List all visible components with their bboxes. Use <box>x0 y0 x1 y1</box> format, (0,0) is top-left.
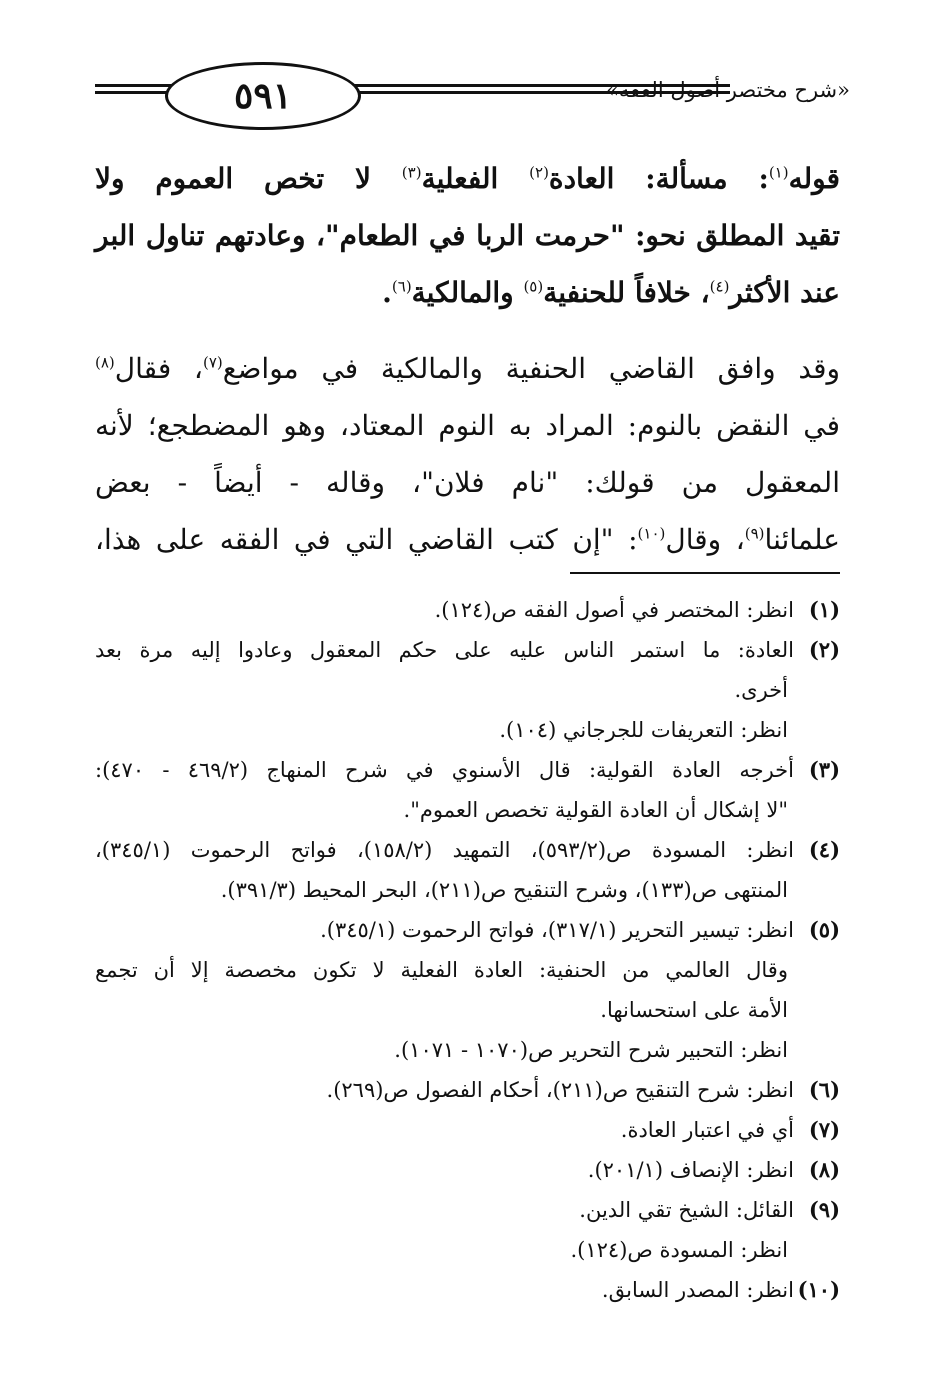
footnote-number: (٢) <box>808 637 840 662</box>
footnote-ref[interactable]: (١٠) <box>637 524 666 543</box>
text-run: . <box>382 276 392 309</box>
text-line <box>95 264 840 321</box>
footnote-9 <box>95 1190 840 1230</box>
text-run: : مسألة: العادة <box>548 162 769 195</box>
footnote-10 <box>95 1270 840 1310</box>
footnote-text: انظر: التحبير شرح التحرير ص(١٠٧٠ - ١٠٧١). <box>394 1038 788 1062</box>
footnote-number: (١) <box>808 597 840 622</box>
footnote-text: العادة: ما استمر الناس عليه على حكم المعقول وعادوا إليه مرة بعد <box>95 638 794 662</box>
footnote-6 <box>95 1070 840 1110</box>
footnote-text: الأمة على استحسانها. <box>600 998 788 1022</box>
text-run: الفعلية <box>421 162 530 195</box>
text-run: ، خلافاً للحنفية <box>543 276 710 309</box>
footnote-3 <box>95 750 840 790</box>
text-line: في النقض بالنوم: المراد به النوم المعتاد، وهو المضطجع؛ لأنه <box>95 409 840 442</box>
footnote-text: انظر: المصدر السابق. <box>601 1278 794 1302</box>
footnote-8 <box>95 1150 840 1190</box>
footnote-ref[interactable]: (٣) <box>401 163 422 182</box>
footnote-5 <box>95 910 840 950</box>
footnote-text: القائل: الشيخ تقي الدين. <box>579 1198 794 1222</box>
header-rule <box>95 91 175 94</box>
text-run: قوله <box>788 162 840 195</box>
footnote-text: انظر: المسودة ص(١٢٤). <box>570 1238 788 1262</box>
text-line: تقيد المطلق نحو: "حرمت الربا في الطعام"، وعادتهم تناول البر <box>95 219 840 252</box>
text-run: ، وقال <box>665 523 745 556</box>
footnote-number: (٧) <box>808 1117 840 1142</box>
footnote-number: (٨) <box>808 1157 840 1182</box>
text-run: عند الأكثر <box>729 276 840 309</box>
footnote-ref[interactable]: (٩) <box>744 524 765 543</box>
footnote-4 <box>95 830 840 870</box>
main-paragraph-1 <box>95 150 840 321</box>
footnote-ref[interactable]: (٥) <box>523 277 544 296</box>
text-run: علمائنا <box>764 523 840 556</box>
footnote-text: انظر: تيسير التحرير (٣١٧/١)، فواتح الرحموت (٣٤٥/١). <box>320 918 794 942</box>
footnote-text: المنتهى ص(١٣٣)، وشرح التنقيح ص(٢١١)، البحر المحيط (٣٩١/٣). <box>220 878 788 902</box>
footnote-2 <box>95 630 840 670</box>
text-line <box>95 340 840 397</box>
text-line <box>95 150 840 207</box>
footnote-ref[interactable]: (١) <box>768 163 789 182</box>
footnote-7 <box>95 1110 840 1150</box>
text-run: : "إن كتب القاضي التي في الفقه على هذا، <box>95 523 638 556</box>
footnote-text: انظر: المسودة ص(٥٩٣/٢)، التمهيد (١٥٨/٢)، فواتح الرحموت (٣٤٥/١)، <box>95 838 795 862</box>
text-run: لا تخص العموم ولا <box>95 162 402 195</box>
footnote-text: انظر: الإنصاف (٢٠١/١). <box>587 1158 794 1182</box>
footnote-text: انظر: التعريفات للجرجاني (١٠٤). <box>499 718 788 742</box>
footnote-number: (٥) <box>808 917 840 942</box>
text-line: المعقول من قولك: "نام فلان"، وقاله - أيضاً - بعض <box>95 466 840 499</box>
text-run: ، فقال <box>114 352 203 385</box>
header-rule <box>95 84 175 87</box>
footnote-1 <box>95 590 840 630</box>
footnote-ref[interactable]: (٨) <box>95 353 115 372</box>
footnote-text: "لا إشكال أن العادة القولية تخصص العموم". <box>403 798 788 822</box>
footnote-number: (٤) <box>808 837 841 862</box>
footnote-text: انظر: المختصر في أصول الفقه ص(١٢٤). <box>434 598 794 622</box>
running-title: «شرح مختصر أصول الفقه» <box>606 78 850 102</box>
footnote-text: انظر: شرح التنقيح ص(٢١١)، أحكام الفصول ص(٢٦٩). <box>326 1078 794 1102</box>
footnote-ref[interactable]: (٤) <box>709 277 730 296</box>
page-number: ٥٩١ <box>165 62 361 130</box>
footnote-text: أخرجه العادة القولية: قال الأسنوي في شرح المنهاج (٤٦٩/٢ - ٤٧٠): <box>95 758 794 782</box>
main-paragraph-2 <box>95 340 840 568</box>
footnote-text: أخرى. <box>734 678 788 702</box>
footnote-number: (٦) <box>808 1077 840 1102</box>
footnote-text: أي في اعتبار العادة. <box>620 1118 794 1142</box>
page-header <box>95 58 850 128</box>
footnotes <box>95 590 840 1310</box>
text-run: والمالكية <box>411 276 524 309</box>
footnote-ref[interactable]: (٦) <box>391 277 412 296</box>
footnote-separator <box>570 572 840 574</box>
footnote-ref[interactable]: (٧) <box>202 353 223 372</box>
text-run: وقد وافق القاضي الحنفية والمالكية في مواضع <box>222 352 840 385</box>
footnote-number: (٩) <box>808 1197 840 1222</box>
footnote-number: (٣) <box>808 757 840 782</box>
footnote-text: وقال العالمي من الحنفية: العادة الفعلية لا تكون مخصصة إلا أن تجمع <box>95 958 788 982</box>
footnote-number: (١٠) <box>797 1277 840 1302</box>
footnote-ref[interactable]: (٢) <box>529 163 549 182</box>
text-line <box>95 511 840 568</box>
